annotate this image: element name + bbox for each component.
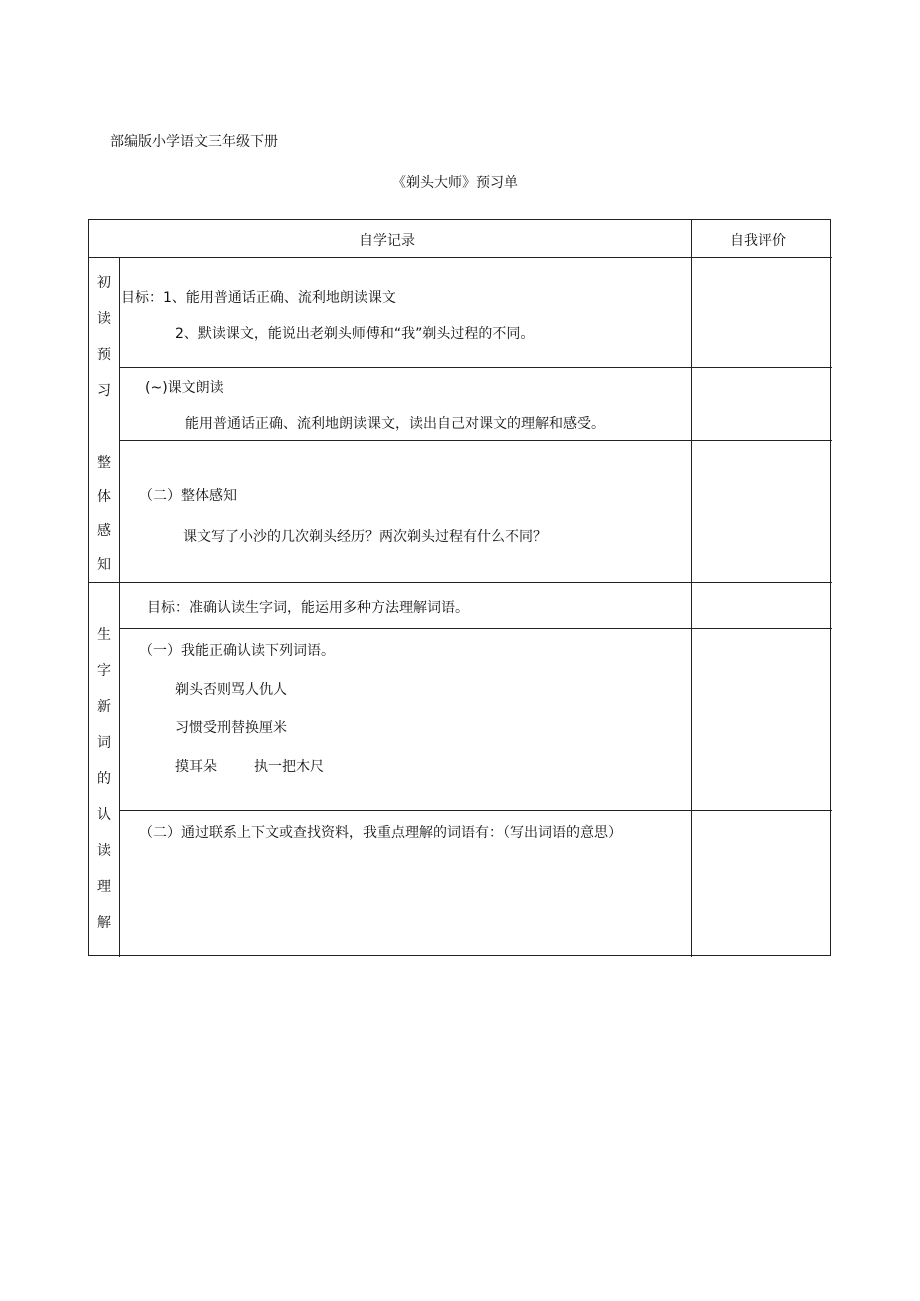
section1-goal-line1: 目标：1、能用普通话正确、流利地朗读课文 (121, 290, 396, 306)
section1-part1-title: (~)课文朗读 (145, 380, 224, 396)
label-char: 知 (97, 557, 111, 573)
row-divider (119, 367, 832, 368)
header-row-divider (89, 257, 832, 258)
section2-part2-title: （二）通过联系上下文或查找资料，我重点理解的词语有：（写出词语的意思） (139, 825, 622, 841)
col-header-record: 自学记录 (359, 233, 415, 249)
section1-goal-line2: 2、默读课文，能说出老剃头师傅和“我”剃头过程的不同。 (175, 326, 535, 342)
section2-label (89, 624, 119, 948)
label-char: 初 (97, 275, 111, 291)
label-char: 理 (97, 879, 111, 895)
document-title: 《剃头大师》预习单 (392, 175, 518, 191)
row-divider (119, 810, 832, 811)
section1-label-a (89, 272, 119, 416)
label-char: 读 (97, 311, 111, 327)
section2-words-line3a: 摸耳朵 (175, 759, 217, 775)
section2-words-line1: 剃头否则骂人仇人 (175, 682, 287, 698)
label-char: 认 (97, 807, 111, 823)
section2-words-line2: 习惯受刑替换厘米 (175, 720, 287, 736)
label-char: 习 (97, 383, 111, 399)
section2-words-line3b: 执一把木尺 (254, 759, 324, 775)
label-char: 字 (97, 663, 111, 679)
label-char: 整 (97, 455, 111, 471)
row-divider (119, 628, 832, 629)
document-title-row (0, 172, 920, 192)
col-header-evaluation: 自我评价 (730, 233, 786, 249)
section-divider (89, 582, 832, 583)
label-char: 读 (97, 843, 111, 859)
label-char: 词 (97, 735, 111, 751)
row-divider (119, 440, 832, 441)
label-char: 新 (97, 699, 111, 715)
worksheet-table (88, 219, 831, 956)
label-char: 体 (97, 489, 111, 505)
section1-label-b (89, 452, 119, 588)
section1-part2-title: （二）整体感知 (139, 488, 237, 504)
document-header: 部编版小学语文三年级下册 (110, 134, 278, 150)
section2-part1-title: （一）我能正确认读下列词语。 (139, 643, 335, 659)
label-char: 生 (97, 627, 111, 643)
label-column-divider (119, 257, 120, 957)
label-char: 解 (97, 915, 111, 931)
label-char: 预 (97, 347, 111, 363)
evaluation-column-divider (691, 220, 692, 957)
section1-part2-body: 课文写了小沙的几次剃头经历？两次剃头过程有什么不同？ (183, 529, 547, 545)
section1-part1-body: 能用普通话正确、流利地朗读课文，读出自己对课文的理解和感受。 (185, 416, 605, 432)
section2-goal: 目标：准确认读生字词，能运用多种方法理解词语。 (147, 600, 469, 616)
label-char: 感 (97, 523, 111, 539)
label-char: 的 (97, 771, 111, 787)
